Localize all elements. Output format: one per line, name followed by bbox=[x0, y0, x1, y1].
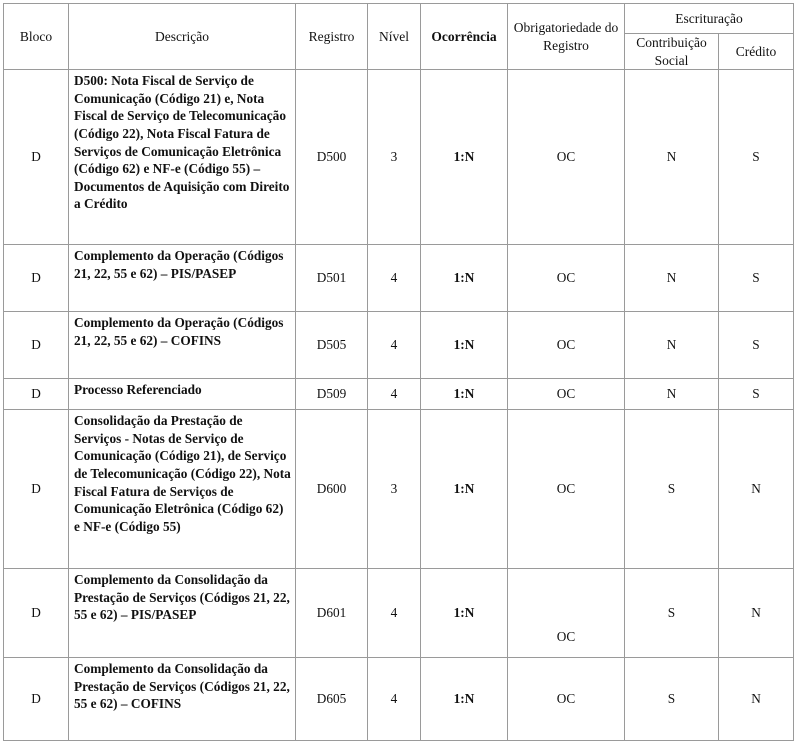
table-row bbox=[4, 245, 794, 312]
header-nivel: Nível bbox=[368, 4, 421, 70]
cell-bloco: D bbox=[4, 70, 69, 245]
header-credito: Crédito bbox=[719, 34, 794, 70]
cell-contribuicao: N bbox=[625, 245, 719, 312]
cell-nivel: 3 bbox=[368, 410, 421, 569]
cell-registro: D505 bbox=[296, 312, 368, 379]
cell-credito: N bbox=[719, 569, 794, 658]
header-registro: Registro bbox=[296, 4, 368, 70]
cell-descricao: Complemento da Consolidação da Prestação de Serviços (Códigos 21, 22, 55 e 62) – PIS/PASEP bbox=[69, 569, 296, 658]
cell-credito: N bbox=[719, 658, 794, 741]
cell-descricao: Consolidação da Prestação de Serviços - Notas de Serviço de Comunicação (Código 21), de Serviço de Telecomunicação (Código 22), Nota Fiscal Fatura de Serviços de Comunicação Eletrônica (Código 62) e NF-e (Código 55) bbox=[69, 410, 296, 569]
cell-descricao: Complemento da Operação (Códigos 21, 22, 55 e 62) – COFINS bbox=[69, 312, 296, 379]
cell-contribuicao: S bbox=[625, 569, 719, 658]
cell-obrigatoriedade: OC bbox=[508, 312, 625, 379]
cell-registro: D501 bbox=[296, 245, 368, 312]
cell-credito: S bbox=[719, 245, 794, 312]
cell-obrigatoriedade: OC bbox=[508, 245, 625, 312]
table-row bbox=[4, 379, 794, 410]
cell-contribuicao: S bbox=[625, 658, 719, 741]
cell-nivel: 4 bbox=[368, 569, 421, 658]
cell-ocorrencia: 1:N bbox=[421, 410, 508, 569]
cell-nivel: 4 bbox=[368, 245, 421, 312]
header-obrigatoriedade: Obrigatoriedade do Registro bbox=[508, 4, 625, 70]
cell-credito: S bbox=[719, 70, 794, 245]
cell-registro: D601 bbox=[296, 569, 368, 658]
table-row bbox=[4, 70, 794, 245]
cell-bloco: D bbox=[4, 410, 69, 569]
cell-credito: N bbox=[719, 410, 794, 569]
cell-obrigatoriedade: OC bbox=[508, 70, 625, 245]
cell-obrigatoriedade: OC bbox=[508, 658, 625, 741]
cell-nivel: 4 bbox=[368, 312, 421, 379]
cell-bloco: D bbox=[4, 312, 69, 379]
cell-bloco: D bbox=[4, 658, 69, 741]
cell-contribuicao: S bbox=[625, 410, 719, 569]
cell-descricao: Processo Referenciado bbox=[69, 379, 296, 410]
header-escrituracao: Escrituração bbox=[625, 4, 794, 34]
cell-contribuicao: N bbox=[625, 70, 719, 245]
cell-ocorrencia: 1:N bbox=[421, 569, 508, 658]
cell-bloco: D bbox=[4, 379, 69, 410]
cell-descricao: Complemento da Operação (Códigos 21, 22, 55 e 62) – PIS/PASEP bbox=[69, 245, 296, 312]
cell-obrigatoriedade: OC bbox=[508, 410, 625, 569]
cell-ocorrencia: 1:N bbox=[421, 658, 508, 741]
cell-obrigatoriedade: OC bbox=[508, 569, 625, 658]
header-ocorrencia: Ocorrência bbox=[421, 4, 508, 70]
cell-credito: S bbox=[719, 379, 794, 410]
cell-contribuicao: N bbox=[625, 312, 719, 379]
cell-obrigatoriedade: OC bbox=[508, 379, 625, 410]
cell-contribuicao: N bbox=[625, 379, 719, 410]
header-descricao: Descrição bbox=[69, 4, 296, 70]
cell-descricao: Complemento da Consolidação da Prestação de Serviços (Códigos 21, 22, 55 e 62) – COFINS bbox=[69, 658, 296, 741]
cell-registro: D600 bbox=[296, 410, 368, 569]
cell-nivel: 3 bbox=[368, 70, 421, 245]
cell-registro: D500 bbox=[296, 70, 368, 245]
cell-credito: S bbox=[719, 312, 794, 379]
cell-ocorrencia: 1:N bbox=[421, 245, 508, 312]
cell-nivel: 4 bbox=[368, 658, 421, 741]
registros-table bbox=[3, 3, 794, 741]
table-row bbox=[4, 569, 794, 658]
cell-ocorrencia: 1:N bbox=[421, 312, 508, 379]
cell-registro: D509 bbox=[296, 379, 368, 410]
cell-ocorrencia: 1:N bbox=[421, 70, 508, 245]
table-row bbox=[4, 410, 794, 569]
cell-ocorrencia: 1:N bbox=[421, 379, 508, 410]
cell-registro: D605 bbox=[296, 658, 368, 741]
cell-descricao: D500: Nota Fiscal de Serviço de Comunicação (Código 21) e, Nota Fiscal de Serviço de Telecomunicação (Código 22), Nota Fiscal Fatura de Serviços de Comunicação Eletrônica (Código 62) e NF-e (Código 55) – Documentos de Aquisição com Direito a Crédito bbox=[69, 70, 296, 245]
cell-nivel: 4 bbox=[368, 379, 421, 410]
header-contribuicao: Contribuição Social bbox=[625, 34, 719, 70]
table-row bbox=[4, 658, 794, 741]
header-row-1 bbox=[4, 4, 794, 34]
cell-bloco: D bbox=[4, 569, 69, 658]
cell-bloco: D bbox=[4, 245, 69, 312]
table-row bbox=[4, 312, 794, 379]
header-bloco: Bloco bbox=[4, 4, 69, 70]
